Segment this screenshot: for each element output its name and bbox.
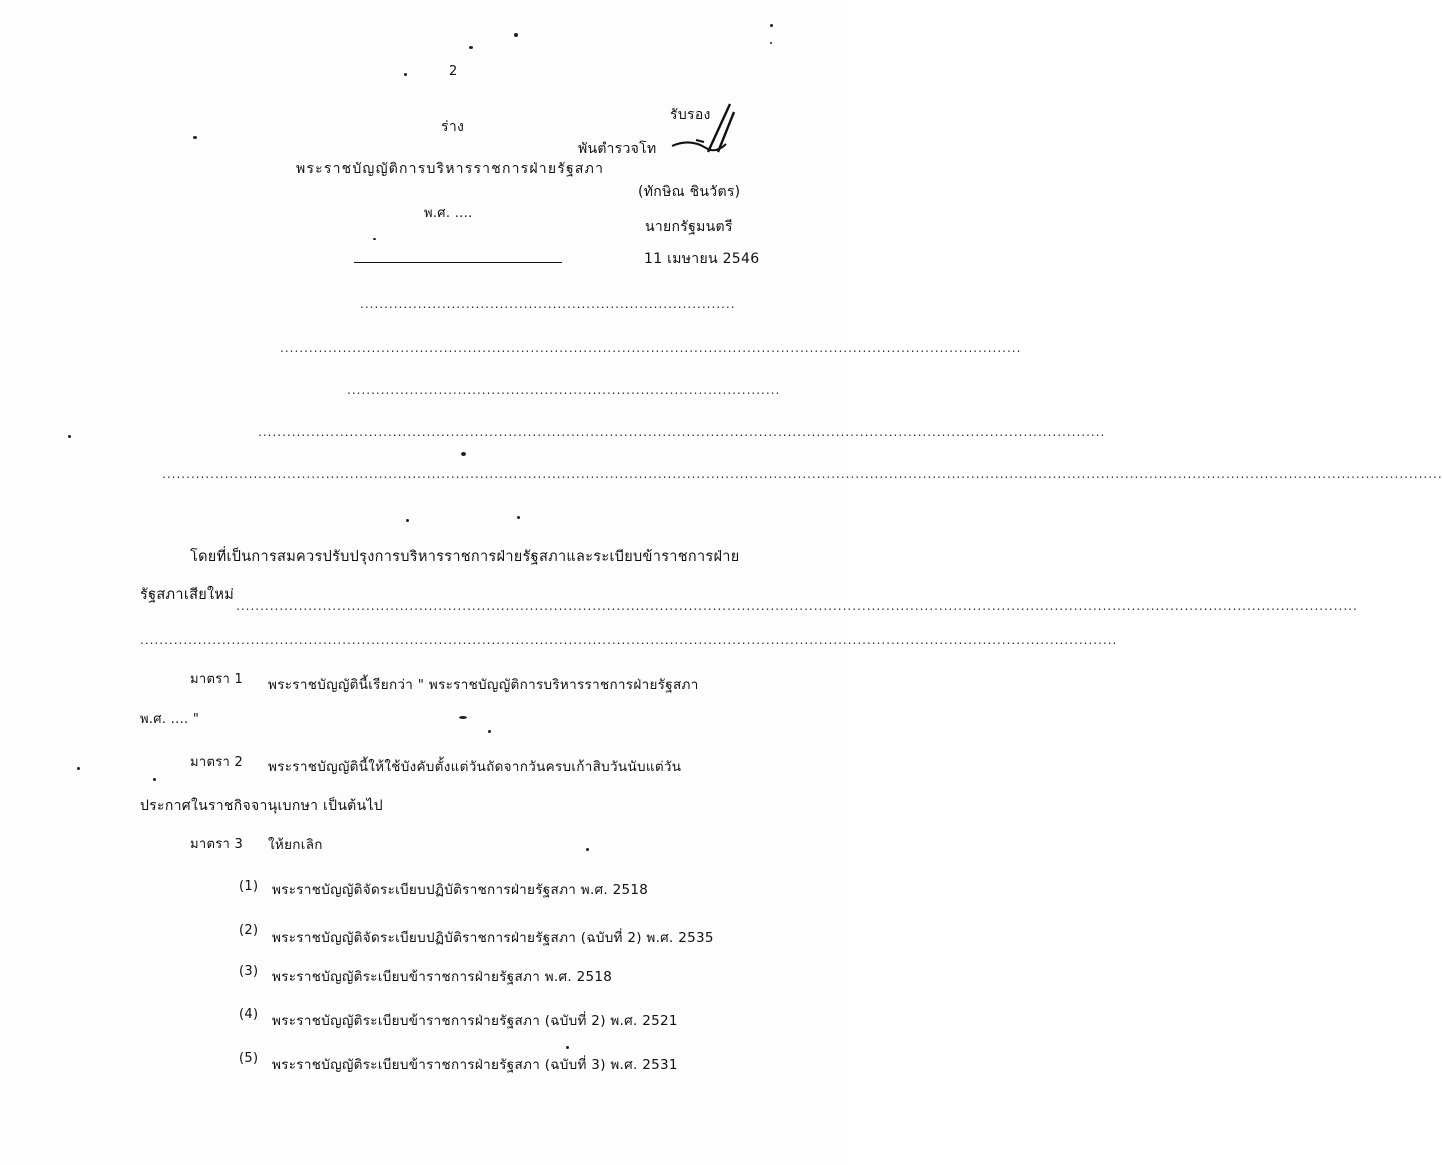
dotted-line: .......................................................................................................................................................................................................................................................................... [162, 467, 1443, 481]
scan-speck [517, 516, 520, 519]
repealed-item-text: พระราชบัญญัติระเบียบข้าราชการฝ่ายรัฐสภา พ.ศ. 2518 [272, 969, 613, 985]
dotted-line: .......................................................................................... [347, 383, 781, 397]
section-1-text: พระราชบัญญัตินี้เรียกว่า " พระราชบัญญัติการบริหารราชการฝ่ายรัฐสภา [268, 677, 699, 693]
scan-speck [469, 46, 473, 49]
repealed-item-number: (1) [239, 879, 259, 894]
repealed-item-text: พระราชบัญญัติจัดระเบียบปฏิบัติราชการฝ่ายรัฐสภา พ.ศ. 2518 [272, 882, 649, 898]
scan-speck [406, 519, 409, 522]
scan-speck [77, 767, 80, 770]
scan-speck [373, 238, 376, 240]
preamble-line-1: โดยที่เป็นการสมควรปรับปรุงการบริหารราชการฝ่ายรัฐสภาและระเบียบข้าราชการฝ่าย [190, 549, 740, 565]
preamble-line-2: รัฐสภาเสียใหม่ [140, 587, 235, 603]
act-title: พระราชบัญญัติการบริหารราชการฝ่ายรัฐสภา [296, 161, 605, 177]
repealed-item-text: พระราชบัญญัติระเบียบข้าราชการฝ่ายรัฐสภา (ฉบับที่ 3) พ.ศ. 2531 [272, 1057, 678, 1073]
scan-speck [488, 730, 491, 733]
year-line: พ.ศ. .... [424, 206, 473, 221]
scan-speck [586, 848, 589, 851]
scan-speck [770, 24, 773, 27]
signer-name: (ทักษิณ ชินวัตร) [638, 184, 741, 200]
scan-speck [566, 1046, 569, 1049]
scan-speck [193, 136, 197, 139]
repealed-item-number: (3) [239, 964, 259, 979]
title-underline [354, 262, 562, 263]
section-1-label: มาตรา 1 [190, 672, 244, 687]
dotted-line: ........................................................................................................................................................................................................... [140, 633, 1118, 647]
repealed-item-number: (2) [239, 923, 259, 938]
signature-mark [660, 100, 740, 162]
scan-speck [459, 716, 467, 719]
certification-date: 11 เมษายน 2546 [644, 251, 760, 267]
scan-speck [68, 435, 71, 438]
draft-label: ร่าง [441, 119, 465, 135]
dotted-line: ................................................................................................................................................................................ [258, 425, 1106, 439]
scan-speck [770, 42, 772, 44]
section-3-label: มาตรา 3 [190, 837, 244, 852]
section-2-label: มาตรา 2 [190, 755, 244, 770]
repealed-item-text: พระราชบัญญัติระเบียบข้าราชการฝ่ายรัฐสภา (ฉบับที่ 2) พ.ศ. 2521 [272, 1013, 678, 1029]
repealed-item-number: (4) [239, 1007, 259, 1022]
scan-speck [461, 452, 466, 456]
rank-label: พันตำรวจโท [578, 141, 657, 157]
section-2-cont: ประกาศในราชกิจจานุเบกษา เป็นต้นไป [140, 798, 383, 814]
section-2-text: พระราชบัญญัตินี้ให้ใช้บังคับตั้งแต่วันถัดจากวันครบเก้าสิบวันนับแต่วัน [268, 759, 682, 775]
signer-position: นายกรัฐมนตรี [645, 219, 733, 235]
dotted-line: .............................................................................. [360, 297, 736, 311]
repealed-item-text: พระราชบัญญัติจัดระเบียบปฏิบัติราชการฝ่ายรัฐสภา (ฉบับที่ 2) พ.ศ. 2535 [272, 930, 714, 946]
scan-speck [514, 33, 518, 37]
scan-speck [404, 73, 407, 76]
page-number: 2 [449, 64, 458, 79]
dotted-line: ......................................................................................................................................................................................................................................... [236, 599, 1358, 613]
dotted-line: .......................................................................................................................................................... [280, 341, 1022, 355]
section-3-text: ให้ยกเลิก [268, 837, 323, 853]
certified-label: รับรอง [670, 107, 711, 123]
section-1-cont: พ.ศ. .... " [140, 712, 200, 727]
repealed-item-number: (5) [239, 1051, 259, 1066]
scan-speck [153, 778, 156, 781]
